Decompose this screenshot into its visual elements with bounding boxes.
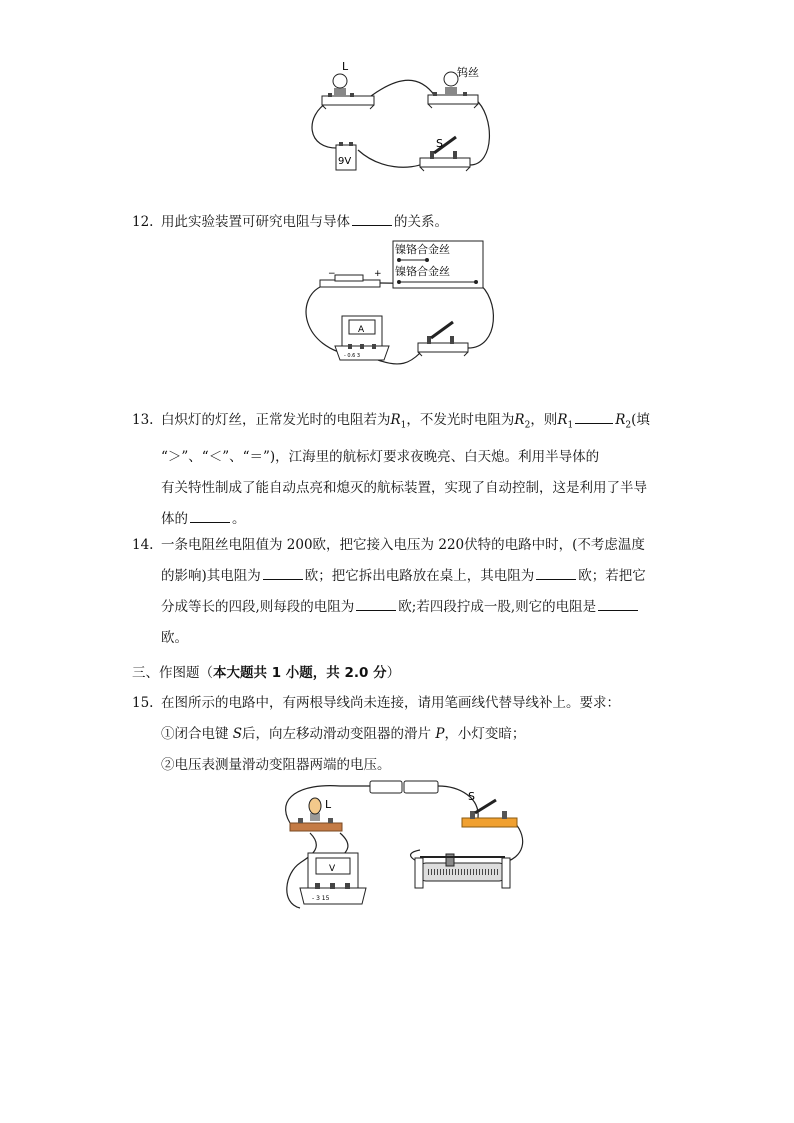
q13-line1-a: 白炽灯的灯丝，正常发光时的电阻若为 (161, 412, 391, 428)
lamp-base (322, 96, 374, 105)
q13-r1-b: R (557, 412, 568, 428)
q13-line1-d: (填 (631, 412, 650, 428)
q13-line1-c: ，则 (530, 412, 558, 428)
q12-text-after: 的关系。 (394, 214, 448, 230)
tungsten-label: 钨丝 (457, 66, 479, 79)
wire2-label: 镍铬合金丝 (395, 265, 450, 278)
q14-line3-a: 分成等长的四段,则每段的电阻为 (161, 599, 355, 615)
lamp-bulb-3 (309, 798, 321, 814)
wire1-label: 镍铬合金丝 (395, 243, 450, 256)
section-3-prefix: 三、作图题（ (132, 665, 213, 681)
q13-line1 (161, 405, 661, 442)
q13-r2-b: R (615, 412, 626, 428)
q12-blank[interactable] (352, 213, 392, 226)
circuit-figure-3 (270, 778, 530, 918)
switch-label: S (436, 137, 443, 150)
voltmeter-scale: - 3 15 (312, 895, 330, 902)
q14-line3 (161, 592, 661, 623)
section-3-suffix: ） (386, 665, 401, 681)
q14-line4: 欧。 (161, 630, 188, 646)
switch-base (420, 158, 470, 167)
lamp-bulb (333, 74, 347, 88)
lamp-label: L (342, 60, 349, 73)
q12-number: 12. (132, 214, 154, 230)
q13-r1-sub-b: 1 (567, 420, 574, 431)
q14-line2-a: 的影响)其电阻为 (161, 568, 261, 584)
rheostat-slider (446, 854, 454, 866)
q13-r1-sub: 1 (400, 420, 407, 431)
q14-blank-2[interactable] (536, 567, 576, 580)
lamp-base-3 (290, 823, 342, 831)
q14-line2 (161, 561, 661, 592)
switch-label-3: S (468, 790, 475, 803)
q15-text (161, 688, 661, 781)
switch-lever-3 (475, 800, 496, 813)
battery-cell-1 (370, 781, 402, 793)
rheostat-body (420, 863, 505, 881)
section-3-heading (132, 661, 400, 681)
q13-line1-b: ，不发光时电阻为 (406, 412, 515, 428)
q14-blank-4[interactable] (598, 598, 638, 611)
q14-line2-c: 欧；若把它 (578, 568, 646, 584)
q12-text (161, 207, 661, 238)
q14-blank-3[interactable] (356, 598, 396, 611)
switch-base-2 (418, 343, 468, 352)
section-3-title: 本大题共 1 小题，共 2.0 分 (213, 665, 387, 681)
tungsten-base (428, 95, 478, 104)
q13-r1: R (390, 412, 401, 428)
svg-text:+: + (374, 269, 382, 279)
switch-lever-2 (431, 322, 453, 338)
ammeter-symbol: A (358, 325, 365, 335)
q15-req1-c: ，小灯变暗； (444, 726, 526, 742)
q13-r2: R (514, 412, 525, 428)
svg-text:−: − (328, 269, 336, 279)
lamp-label-3: L (325, 798, 332, 811)
q15-req1-a: ①闭合电键 (161, 726, 229, 742)
q14-text (161, 530, 661, 654)
q14-line1: 一条电阻丝电阻值为 200欧，把它接入电压为 220伏特的电路中时，(不考虑温度 (161, 537, 645, 553)
q15-req1-p: P (435, 726, 445, 742)
q14-blank-1[interactable] (263, 567, 303, 580)
q13-r2-sub: 2 (524, 420, 531, 431)
q13-line2: “＞”、“＜”、“＝”)，江海里的航标灯要求夜晚亮、白天熄。利用半导体的 (161, 448, 600, 465)
q13-number: 13. (132, 412, 154, 428)
q13-line3: 有关特性制成了能自动点亮和熄灭的航标装置，实现了自动控制，这是利用了半导 (161, 479, 647, 496)
q15-req1-b: 后，向左移动滑动变阻器的滑片 (242, 726, 432, 742)
battery-cell-2 (404, 781, 438, 793)
switch-base-3 (462, 818, 517, 827)
q15-req2: ②电压表测量滑动变阻器两端的电压。 (161, 757, 391, 773)
q14-line3-b: 欧;若四段拧成一股,则它的电阻是 (398, 599, 597, 615)
q13-line4-a: 体的 (161, 510, 188, 527)
q13-text (161, 405, 661, 535)
circuit-figure-1 (300, 55, 500, 180)
q15-line1: 在图所示的电路中，有两根导线尚未连接，请用笔画线代替导线补上。要求： (161, 695, 620, 711)
q13-blank-2[interactable] (190, 510, 230, 523)
q14-number: 14. (132, 537, 154, 553)
battery-label: 9V (338, 156, 352, 167)
voltmeter-symbol: V (329, 864, 336, 874)
circuit-figure-2 (300, 238, 500, 368)
q15-req1 (161, 719, 661, 750)
q12-text-before: 用此实验装置可研究电阻与导体 (161, 214, 350, 230)
q15-req1-s: S (232, 726, 243, 742)
q13-r2-sub-b: 2 (625, 420, 632, 431)
q14-line2-b: 欧；把它拆出电路放在桌上，其电阻为 (304, 568, 535, 584)
ammeter-scale: - 0.6 3 (344, 353, 361, 359)
q13-line4-b: 。 (232, 510, 246, 527)
tungsten-bulb (444, 72, 458, 86)
q15-number: 15. (132, 695, 154, 711)
q13-blank-1[interactable] (575, 411, 613, 424)
